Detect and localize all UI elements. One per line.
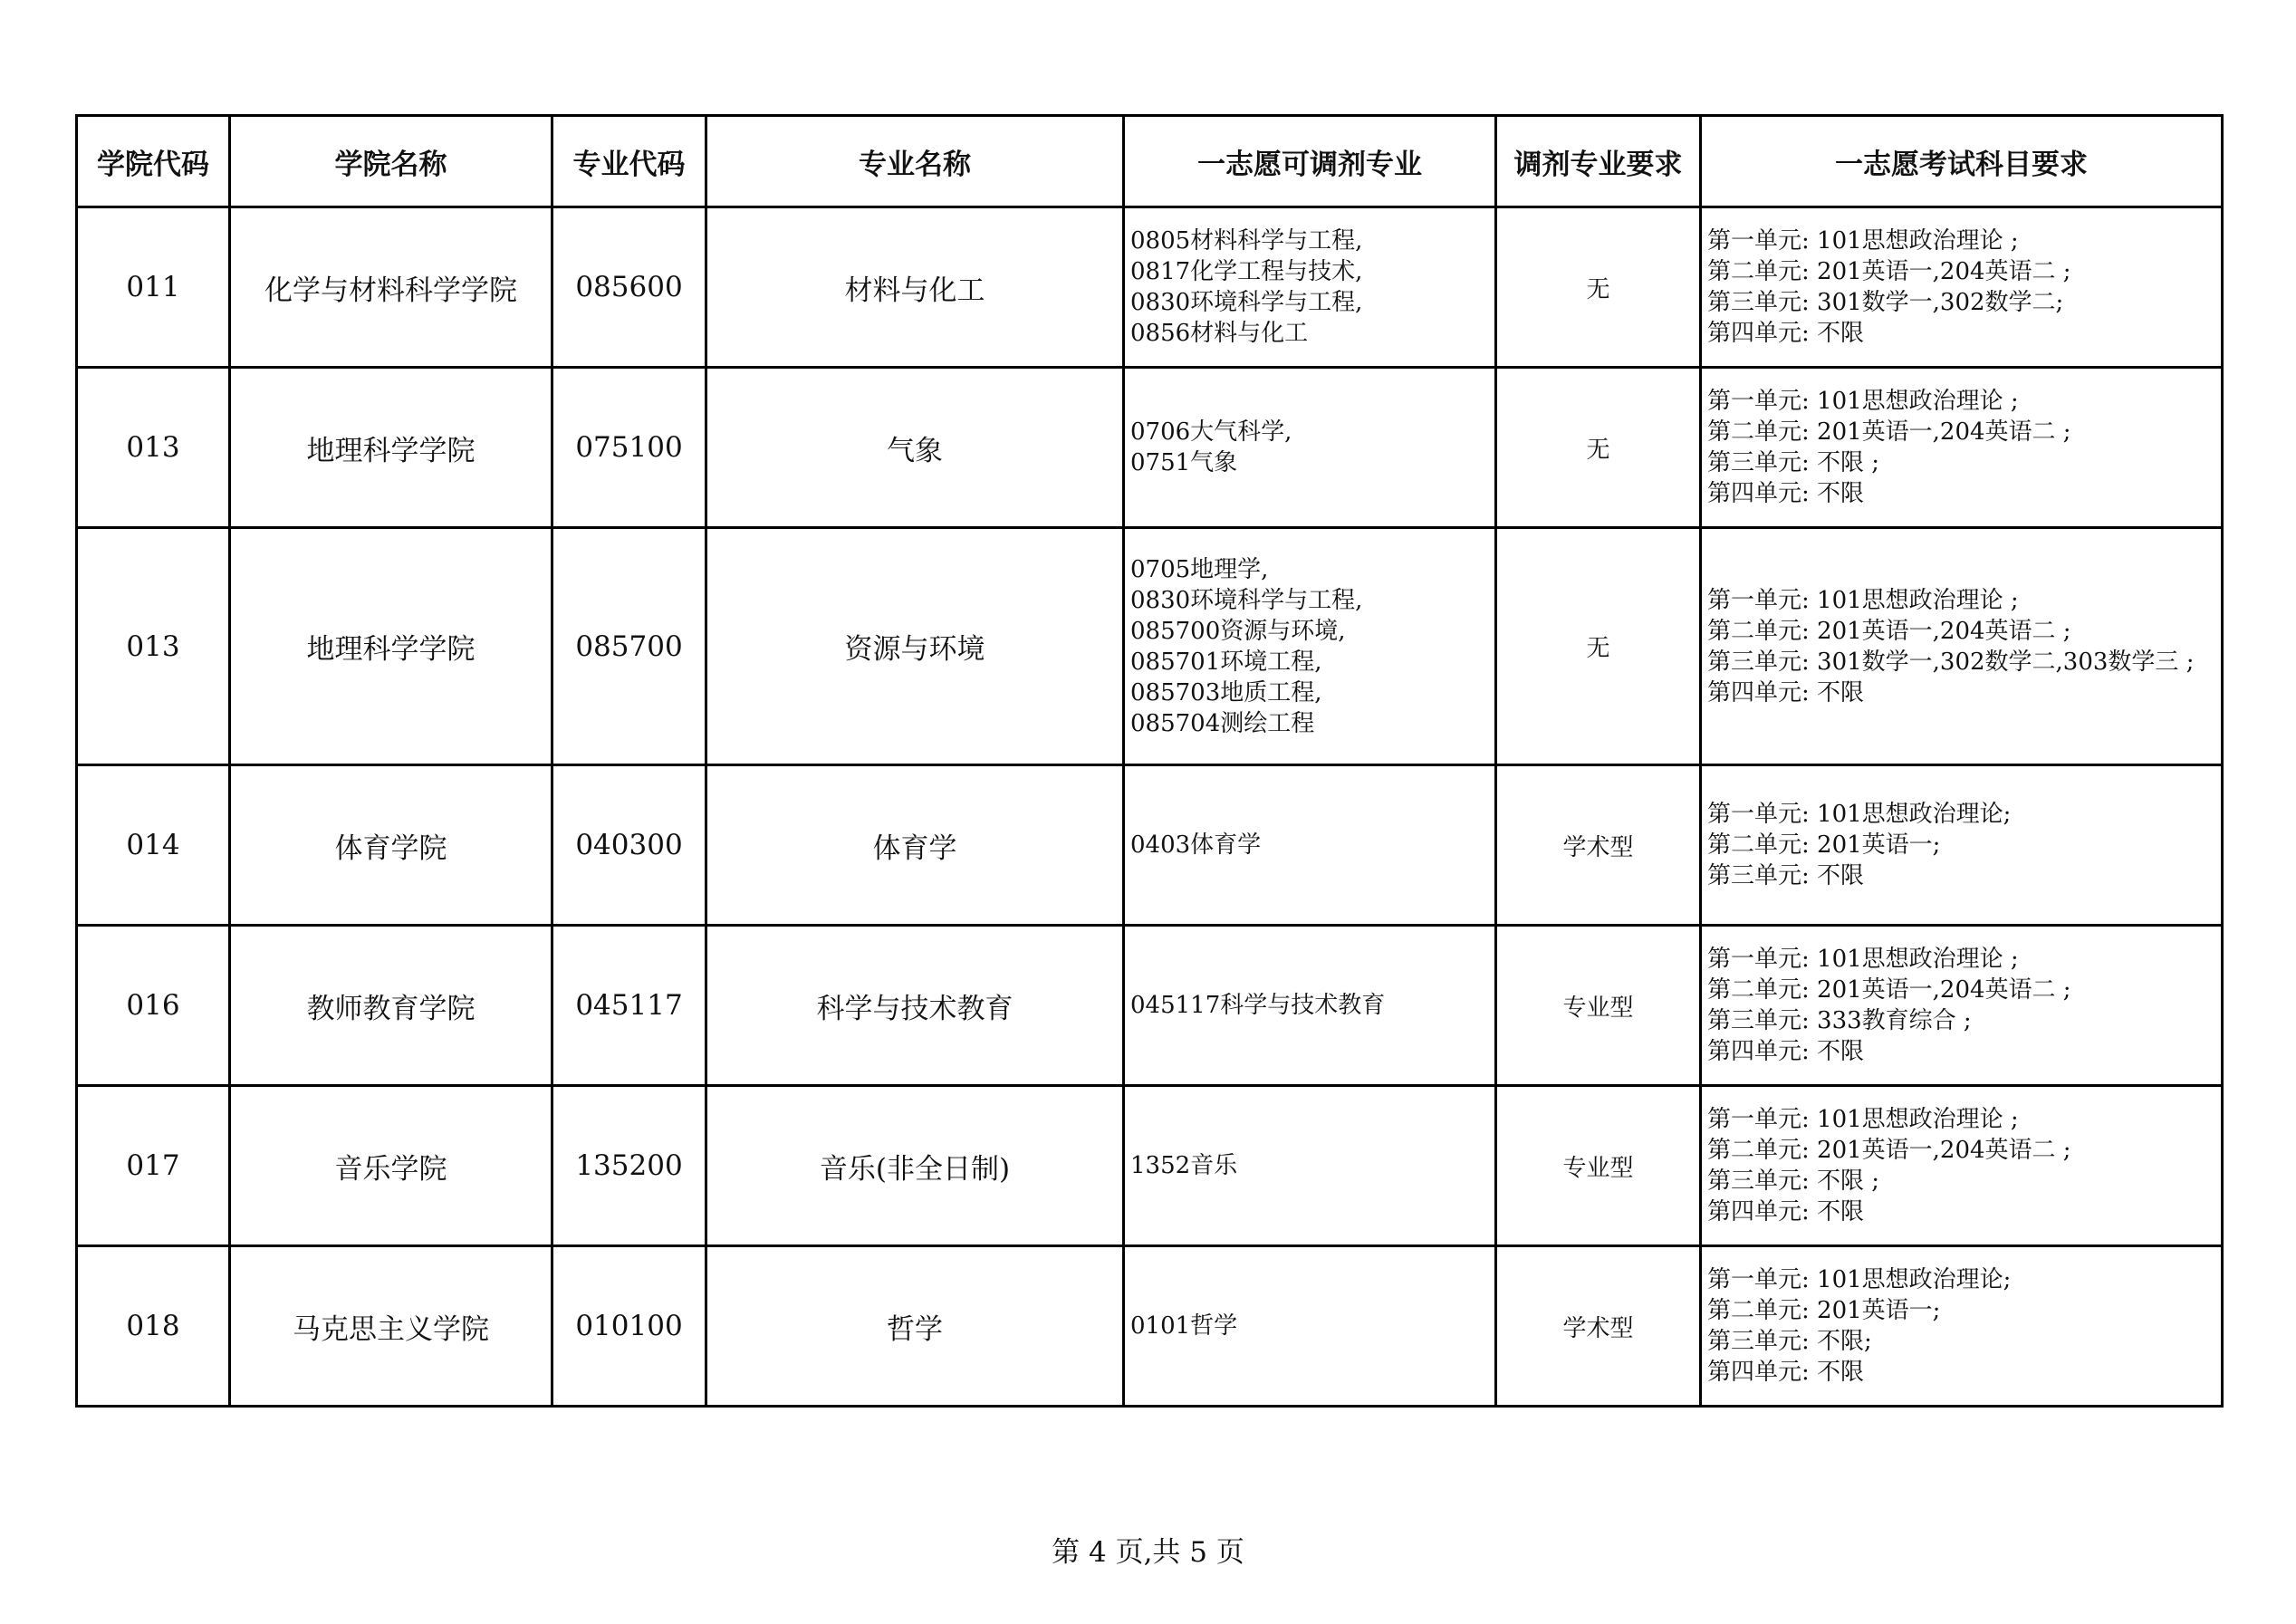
header-college-name: 学院名称 (230, 116, 552, 207)
table-row (77, 207, 2223, 368)
adjustable-majors-cell (1124, 765, 1496, 926)
adjustable-major-item: 0856材料与化工 (1130, 320, 1309, 347)
exam-subject-item: 第二单元: 201英语一,204英语二 ; (1707, 418, 2071, 446)
table-row (77, 1086, 2223, 1246)
exam-subject-item: 第一单元: 101思想政治理论; (1707, 1266, 2012, 1293)
exam-subject-item: 第四单元: 不限 (1707, 1359, 1865, 1386)
exam-subject-item: 第四单元: 不限 (1707, 678, 1865, 706)
major-name-cell: 哲学 (706, 1246, 1124, 1407)
adjust-requirement-cell: 无 (1496, 528, 1701, 765)
adjust-requirement-cell: 学术型 (1496, 765, 1701, 926)
college-name-cell: 教师教育学院 (230, 926, 552, 1086)
adjustable-majors-cell (1124, 207, 1496, 368)
exam-subject-item: 第三单元: 301数学一,302数学二,303数学三 ; (1707, 648, 2195, 676)
exam-subject-item: 第三单元: 不限 ; (1707, 1168, 1880, 1195)
adjust-requirement-cell: 专业型 (1496, 1086, 1701, 1246)
page-number-footer: 第 4 页,共 5 页 (1052, 1536, 1244, 1569)
college-name-cell: 化学与材料科学学院 (230, 207, 552, 368)
adjustable-major-item: 0830环境科学与工程, (1130, 586, 1363, 614)
exam-subject-item: 第四单元: 不限 (1707, 320, 1865, 347)
college-code-cell: 018 (77, 1246, 230, 1407)
header-exam-subjects: 一志愿考试科目要求 (1701, 116, 2223, 207)
college-code-cell: 017 (77, 1086, 230, 1246)
major-code-cell: 085700 (552, 528, 706, 765)
college-name-cell: 音乐学院 (230, 1086, 552, 1246)
adjustable-majors-cell (1124, 528, 1496, 765)
table-row (77, 528, 2223, 765)
adjust-requirement-cell: 专业型 (1496, 926, 1701, 1086)
exam-subject-item: 第一单元: 101思想政治理论 ; (1707, 388, 2019, 415)
major-name-cell: 体育学 (706, 765, 1124, 926)
major-name-cell: 气象 (706, 368, 1124, 528)
exam-subject-item: 第二单元: 201英语一,204英语二 ; (1707, 976, 2071, 1004)
table-row (77, 926, 2223, 1086)
college-name-cell: 地理科学学院 (230, 368, 552, 528)
college-code-cell: 013 (77, 368, 230, 528)
exam-subjects-cell (1701, 765, 2223, 926)
college-name-cell: 体育学院 (230, 765, 552, 926)
adjustable-major-item: 0706大气科学, (1130, 418, 1292, 446)
exam-subject-item: 第三单元: 不限 ; (1707, 449, 1880, 476)
header-college-code: 学院代码 (77, 116, 230, 207)
major-code-cell: 075100 (552, 368, 706, 528)
major-name-cell: 资源与环境 (706, 528, 1124, 765)
header-adjustable-majors: 一志愿可调剂专业 (1124, 116, 1496, 207)
major-name-cell: 音乐(非全日制) (706, 1086, 1124, 1246)
adjustable-major-item: 085704测绘工程 (1130, 709, 1315, 737)
exam-subject-item: 第二单元: 201英语一; (1707, 1297, 1941, 1324)
admissions-table (75, 114, 2224, 1408)
exam-subject-item: 第一单元: 101思想政治理论 ; (1707, 946, 2019, 973)
exam-subjects-cell (1701, 207, 2223, 368)
header-adjust-requirement: 调剂专业要求 (1496, 116, 1701, 207)
exam-subject-item: 第三单元: 不限; (1707, 1328, 1872, 1355)
exam-subject-item: 第三单元: 不限 (1707, 862, 1865, 889)
adjust-requirement-cell: 无 (1496, 368, 1701, 528)
exam-subject-item: 第一单元: 101思想政治理论 ; (1707, 1106, 2019, 1133)
college-code-cell: 016 (77, 926, 230, 1086)
exam-subjects-cell (1701, 926, 2223, 1086)
exam-subjects-cell (1701, 1246, 2223, 1407)
college-code-cell: 014 (77, 765, 230, 926)
adjustable-majors-cell (1124, 926, 1496, 1086)
exam-subject-item: 第四单元: 不限 (1707, 480, 1865, 507)
adjustable-major-item: 0705地理学, (1130, 555, 1269, 583)
header-major-code: 专业代码 (552, 116, 706, 207)
major-name-cell: 科学与技术教育 (706, 926, 1124, 1086)
adjustable-major-item: 0830环境科学与工程, (1130, 289, 1363, 316)
college-code-cell: 013 (77, 528, 230, 765)
exam-subject-item: 第一单元: 101思想政治理论; (1707, 801, 2012, 828)
exam-subject-item: 第二单元: 201英语一,204英语二 ; (1707, 617, 2071, 645)
exam-subject-item: 第二单元: 201英语一,204英语二 ; (1707, 258, 2071, 285)
adjustable-major-item: 085703地质工程, (1130, 678, 1322, 706)
adjustable-major-item: 0101哲学 (1130, 1312, 1238, 1340)
adjust-requirement-cell: 学术型 (1496, 1246, 1701, 1407)
adjustable-major-item: 085700资源与环境, (1130, 617, 1346, 645)
table-row (77, 765, 2223, 926)
adjustable-majors-cell (1124, 368, 1496, 528)
exam-subjects-cell (1701, 368, 2223, 528)
college-name-cell: 地理科学学院 (230, 528, 552, 765)
exam-subject-item: 第一单元: 101思想政治理论 ; (1707, 227, 2019, 255)
header-major-name: 专业名称 (706, 116, 1124, 207)
adjustable-majors-cell (1124, 1086, 1496, 1246)
adjustable-major-item: 085701环境工程, (1130, 648, 1322, 676)
exam-subject-item: 第四单元: 不限 (1707, 1198, 1865, 1225)
adjustable-major-item: 0817化学工程与技术, (1130, 258, 1363, 285)
adjustable-major-item: 1352音乐 (1130, 1152, 1238, 1179)
adjustable-majors-cell (1124, 1246, 1496, 1407)
exam-subject-item: 第三单元: 301数学一,302数学二; (1707, 289, 2064, 316)
major-code-cell: 085600 (552, 207, 706, 368)
adjustable-major-item: 0403体育学 (1130, 831, 1262, 859)
adjustable-major-item: 0751气象 (1130, 449, 1238, 476)
college-code-cell: 011 (77, 207, 230, 368)
exam-subject-item: 第四单元: 不限 (1707, 1038, 1865, 1065)
major-code-cell: 045117 (552, 926, 706, 1086)
table-row (77, 1246, 2223, 1407)
exam-subject-item: 第二单元: 201英语一,204英语二 ; (1707, 1137, 2071, 1164)
major-code-cell: 135200 (552, 1086, 706, 1246)
adjustable-major-item: 0805材料科学与工程, (1130, 227, 1363, 255)
adjust-requirement-cell: 无 (1496, 207, 1701, 368)
exam-subject-item: 第二单元: 201英语一; (1707, 831, 1941, 859)
exam-subject-item: 第三单元: 333教育综合 ; (1707, 1007, 1972, 1034)
exam-subjects-cell (1701, 1086, 2223, 1246)
college-name-cell: 马克思主义学院 (230, 1246, 552, 1407)
adjustable-major-item: 045117科学与技术教育 (1130, 992, 1386, 1019)
major-code-cell: 040300 (552, 765, 706, 926)
major-name-cell: 材料与化工 (706, 207, 1124, 368)
header-row (77, 116, 2223, 207)
exam-subject-item: 第一单元: 101思想政治理论 ; (1707, 586, 2019, 614)
exam-subjects-cell (1701, 528, 2223, 765)
major-code-cell: 010100 (552, 1246, 706, 1407)
table-row (77, 368, 2223, 528)
